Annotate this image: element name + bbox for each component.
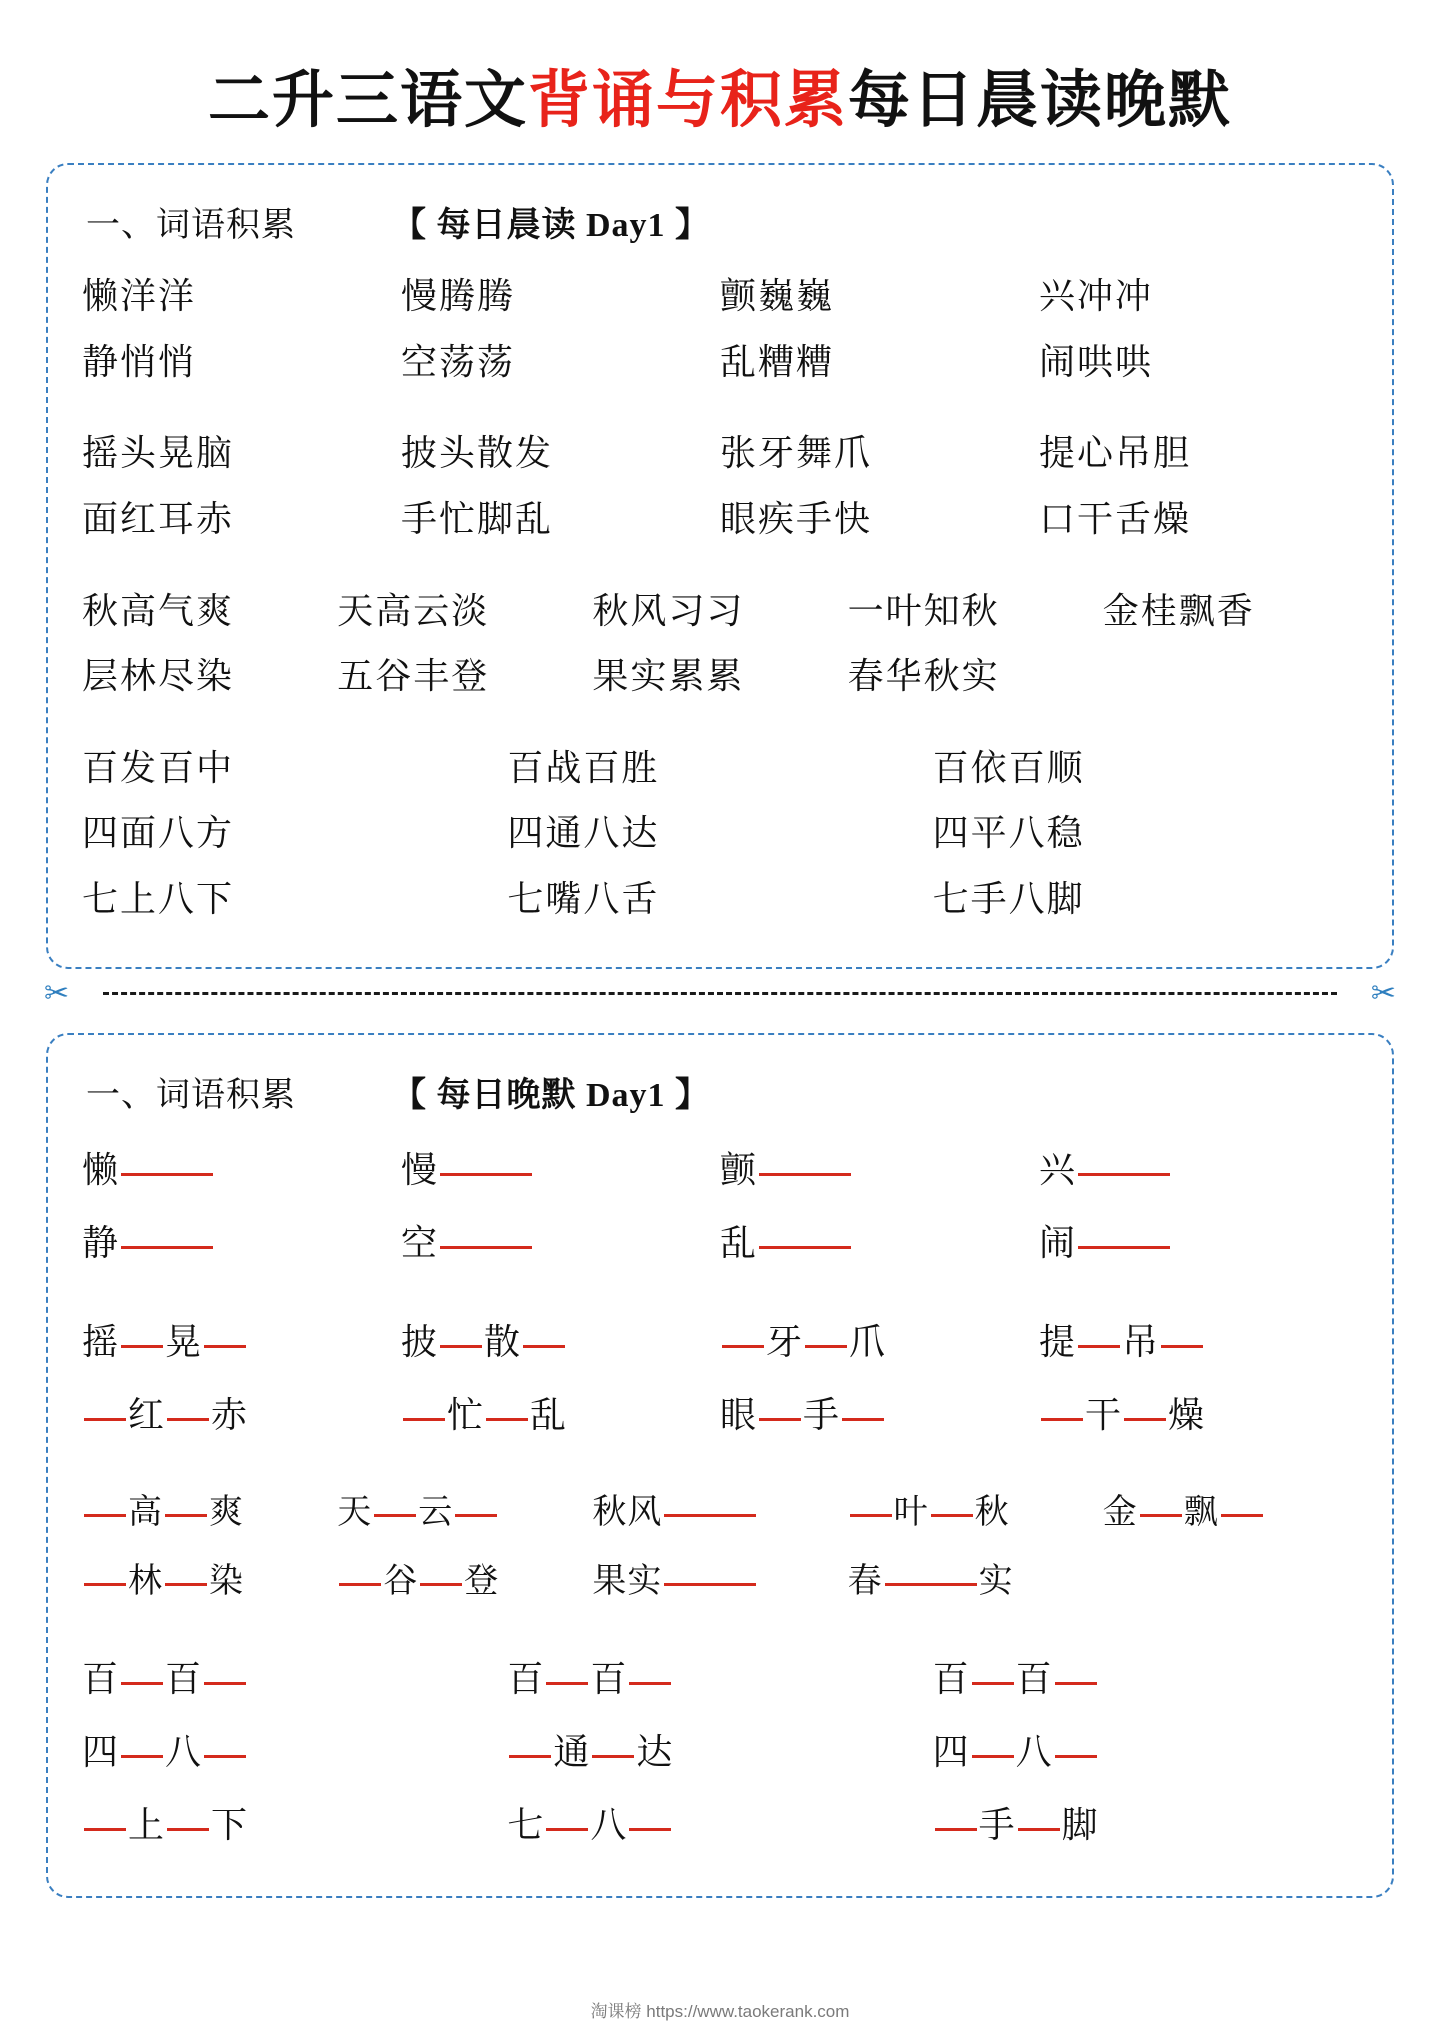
word-item: 层林尽染 [82, 656, 235, 697]
answer-blank[interactable] [1140, 1491, 1182, 1517]
fill-blank-item[interactable]: 秋风 [592, 1478, 847, 1548]
answer-blank[interactable] [339, 1560, 381, 1586]
answer-blank[interactable] [972, 1659, 1014, 1685]
fill-blank-item[interactable]: 兴 [1039, 1134, 1358, 1207]
word-item: 颤巍巍 [720, 276, 835, 317]
title-part-1: 二升三语文 [207, 67, 528, 135]
word-item: 摇头晃脑 [82, 433, 235, 474]
fill-blank-item[interactable]: 慢 [401, 1134, 720, 1207]
fill-blank-item[interactable]: 百 百 [507, 1643, 932, 1716]
answer-blank[interactable] [486, 1395, 528, 1421]
answer-blank[interactable] [204, 1732, 246, 1758]
word-item: 乱糟糟 [720, 341, 835, 382]
answer-blank[interactable] [885, 1560, 977, 1586]
evening-group-1 [82, 1134, 1358, 1280]
word-item: 眼疾手快 [720, 499, 873, 540]
spacer [82, 710, 1358, 736]
fill-blank-item[interactable]: 静 [82, 1207, 401, 1280]
fill-blank-item[interactable]: 通 达 [507, 1716, 932, 1789]
fill-blank-item[interactable]: 百 百 [933, 1643, 1358, 1716]
word-item: 秋高气爽 [82, 590, 235, 631]
fill-blank-item[interactable]: 七 八 [507, 1789, 932, 1862]
answer-blank[interactable] [1055, 1659, 1097, 1685]
fill-blank-item[interactable]: 空 [401, 1207, 720, 1280]
fill-blank-item[interactable]: 高 爽 [82, 1478, 337, 1548]
word-item: 手忙脚乱 [401, 499, 554, 540]
answer-blank[interactable] [121, 1322, 163, 1348]
fill-blank-item[interactable]: 叶 秋 [848, 1478, 1103, 1548]
cut-line [44, 977, 1396, 1011]
answer-blank[interactable] [592, 1732, 634, 1758]
spacer [82, 395, 1358, 421]
word-item: 四平八稳 [932, 813, 1085, 854]
answer-blank[interactable] [420, 1560, 462, 1586]
answer-blank[interactable] [84, 1491, 126, 1517]
answer-blank[interactable] [165, 1491, 207, 1517]
evening-group-4 [82, 1643, 1358, 1862]
word-item: 慢腾腾 [401, 276, 516, 317]
morning-day-badge: 【 每日晨读 Day1 】 [392, 207, 711, 245]
morning-group-2 [82, 421, 1358, 552]
fill-blank-item[interactable]: 百 百 [82, 1643, 507, 1716]
fill-blank-item[interactable]: 忙 乱 [401, 1379, 720, 1452]
evening-dictation-panel [46, 1033, 1394, 1898]
answer-blank[interactable] [84, 1805, 126, 1831]
answer-blank[interactable] [931, 1491, 973, 1517]
page-title [40, 66, 1400, 137]
answer-blank[interactable] [1078, 1150, 1170, 1176]
fill-blank-item[interactable]: 闹 [1039, 1207, 1358, 1280]
answer-blank[interactable] [1161, 1322, 1203, 1348]
answer-blank[interactable] [121, 1659, 163, 1685]
answer-blank[interactable] [84, 1560, 126, 1586]
fill-blank-item[interactable]: 摇 晃 [82, 1306, 401, 1379]
morning-group-1 [82, 264, 1358, 395]
answer-blank[interactable] [1041, 1395, 1083, 1421]
word-item: 秋风习习 [592, 590, 745, 631]
fill-blank-item[interactable]: 眼 手 [720, 1379, 1039, 1452]
answer-blank[interactable] [167, 1395, 209, 1421]
word-item: 七上八下 [82, 879, 235, 920]
word-item: 兴冲冲 [1039, 276, 1154, 317]
word-item: 金桂飘香 [1102, 590, 1255, 631]
fill-blank-item[interactable]: 果实 [592, 1547, 847, 1617]
answer-blank[interactable] [204, 1322, 246, 1348]
answer-blank[interactable] [403, 1395, 445, 1421]
spacer [82, 1617, 1358, 1643]
answer-blank[interactable] [121, 1150, 213, 1176]
word-item: 百依百顺 [932, 747, 1085, 788]
answer-blank[interactable] [664, 1491, 756, 1517]
spacer [82, 1452, 1358, 1478]
answer-blank[interactable] [546, 1659, 588, 1685]
answer-blank[interactable] [523, 1322, 565, 1348]
word-item: 四通八达 [507, 813, 660, 854]
fill-blank-item[interactable]: 牙 爪 [720, 1306, 1039, 1379]
answer-blank[interactable] [165, 1560, 207, 1586]
fill-blank-item[interactable]: 提 吊 [1039, 1306, 1358, 1379]
answer-blank[interactable] [509, 1732, 551, 1758]
answer-blank[interactable] [629, 1659, 671, 1685]
fill-blank-item[interactable]: 颤 [720, 1134, 1039, 1207]
answer-blank[interactable] [455, 1491, 497, 1517]
answer-blank[interactable] [1078, 1223, 1170, 1249]
answer-blank[interactable] [972, 1732, 1014, 1758]
word-item: 面红耳赤 [82, 499, 235, 540]
morning-reading-panel [46, 163, 1394, 968]
answer-blank[interactable] [1221, 1491, 1263, 1517]
fill-blank-item[interactable]: 上 下 [82, 1789, 507, 1862]
answer-blank[interactable] [759, 1223, 851, 1249]
fill-blank-item[interactable]: 红 赤 [82, 1379, 401, 1452]
word-item: 天高云淡 [337, 590, 490, 631]
answer-blank[interactable] [204, 1659, 246, 1685]
answer-blank[interactable] [842, 1395, 884, 1421]
answer-blank[interactable] [121, 1732, 163, 1758]
answer-blank[interactable] [759, 1150, 851, 1176]
word-item: 四面八方 [82, 813, 235, 854]
evening-section-label: 一、词语积累 [86, 1076, 296, 1114]
spacer [82, 553, 1358, 579]
word-item: 七手八脚 [932, 879, 1085, 920]
fill-blank-item[interactable]: 春 实 [848, 1547, 1103, 1617]
cut-dash [103, 992, 1337, 995]
spacer [82, 1280, 1358, 1306]
answer-blank[interactable] [121, 1223, 213, 1249]
fill-blank-item[interactable]: 懒 [82, 1134, 401, 1207]
fill-blank-item[interactable]: 林 染 [82, 1547, 337, 1617]
answer-blank[interactable] [1018, 1805, 1060, 1831]
word-item: 七嘴八舌 [507, 879, 660, 920]
answer-blank[interactable] [722, 1322, 764, 1348]
evening-section-header [86, 1067, 1358, 1116]
fill-blank-item[interactable]: 干 燥 [1039, 1379, 1358, 1452]
answer-blank[interactable] [664, 1560, 756, 1586]
answer-blank[interactable] [1078, 1322, 1120, 1348]
fill-blank-item[interactable]: 金 飘 [1103, 1478, 1358, 1548]
answer-blank[interactable] [84, 1395, 126, 1421]
word-item: 提心吊胆 [1039, 433, 1192, 474]
answer-blank[interactable] [1124, 1395, 1166, 1421]
title-part-2: 每日晨读晚默 [848, 67, 1233, 135]
evening-day-badge: 【 每日晚默 Day1 】 [392, 1076, 711, 1114]
answer-blank[interactable] [1055, 1732, 1097, 1758]
answer-blank[interactable] [629, 1805, 671, 1831]
answer-blank[interactable] [805, 1322, 847, 1348]
answer-blank[interactable] [167, 1805, 209, 1831]
fill-blank-item[interactable]: 四 八 [82, 1716, 507, 1789]
word-item: 果实累累 [592, 656, 745, 697]
word-item: 空荡荡 [401, 341, 516, 382]
fill-blank-item[interactable]: 乱 [720, 1207, 1039, 1280]
answer-blank[interactable] [440, 1150, 532, 1176]
word-item [1103, 644, 1358, 710]
fill-blank-item[interactable]: 披 散 [401, 1306, 720, 1379]
word-item: 春华秋实 [847, 656, 1000, 697]
answer-blank[interactable] [440, 1223, 532, 1249]
word-item: 静悄悄 [82, 341, 197, 382]
word-item: 一叶知秋 [847, 590, 1000, 631]
word-item: 懒洋洋 [82, 276, 197, 317]
word-item: 百战百胜 [507, 747, 660, 788]
answer-blank[interactable] [440, 1322, 482, 1348]
title-highlight: 背诵与积累 [527, 67, 848, 135]
answer-blank[interactable] [935, 1805, 977, 1831]
morning-section-header [86, 197, 1358, 246]
word-item: 张牙舞爪 [720, 433, 873, 474]
fill-blank-item [1103, 1547, 1358, 1617]
scissors-icon: ✂ [44, 976, 70, 1010]
answer-blank[interactable] [546, 1805, 588, 1831]
answer-blank[interactable] [374, 1491, 416, 1517]
word-item: 披头散发 [401, 433, 554, 474]
evening-group-3 [82, 1478, 1358, 1617]
morning-group-4 [82, 736, 1358, 933]
scissors-icon: ✂ [1370, 976, 1396, 1010]
morning-group-3 [82, 579, 1358, 710]
fill-blank-item[interactable]: 天 云 [337, 1478, 592, 1548]
footer-watermark: 淘课榜 https://www.taokerank.com [590, 2002, 850, 2021]
word-item: 五谷丰登 [337, 656, 490, 697]
word-item: 口干舌燥 [1039, 499, 1192, 540]
answer-blank[interactable] [850, 1491, 892, 1517]
word-item: 闹哄哄 [1039, 341, 1154, 382]
answer-blank[interactable] [759, 1395, 801, 1421]
fill-blank-item[interactable]: 谷 登 [337, 1547, 592, 1617]
evening-group-2 [82, 1306, 1358, 1452]
fill-blank-item[interactable]: 四 八 [933, 1716, 1358, 1789]
fill-blank-item[interactable]: 手 脚 [933, 1789, 1358, 1862]
word-item: 百发百中 [82, 747, 235, 788]
morning-section-label: 一、词语积累 [86, 207, 296, 245]
